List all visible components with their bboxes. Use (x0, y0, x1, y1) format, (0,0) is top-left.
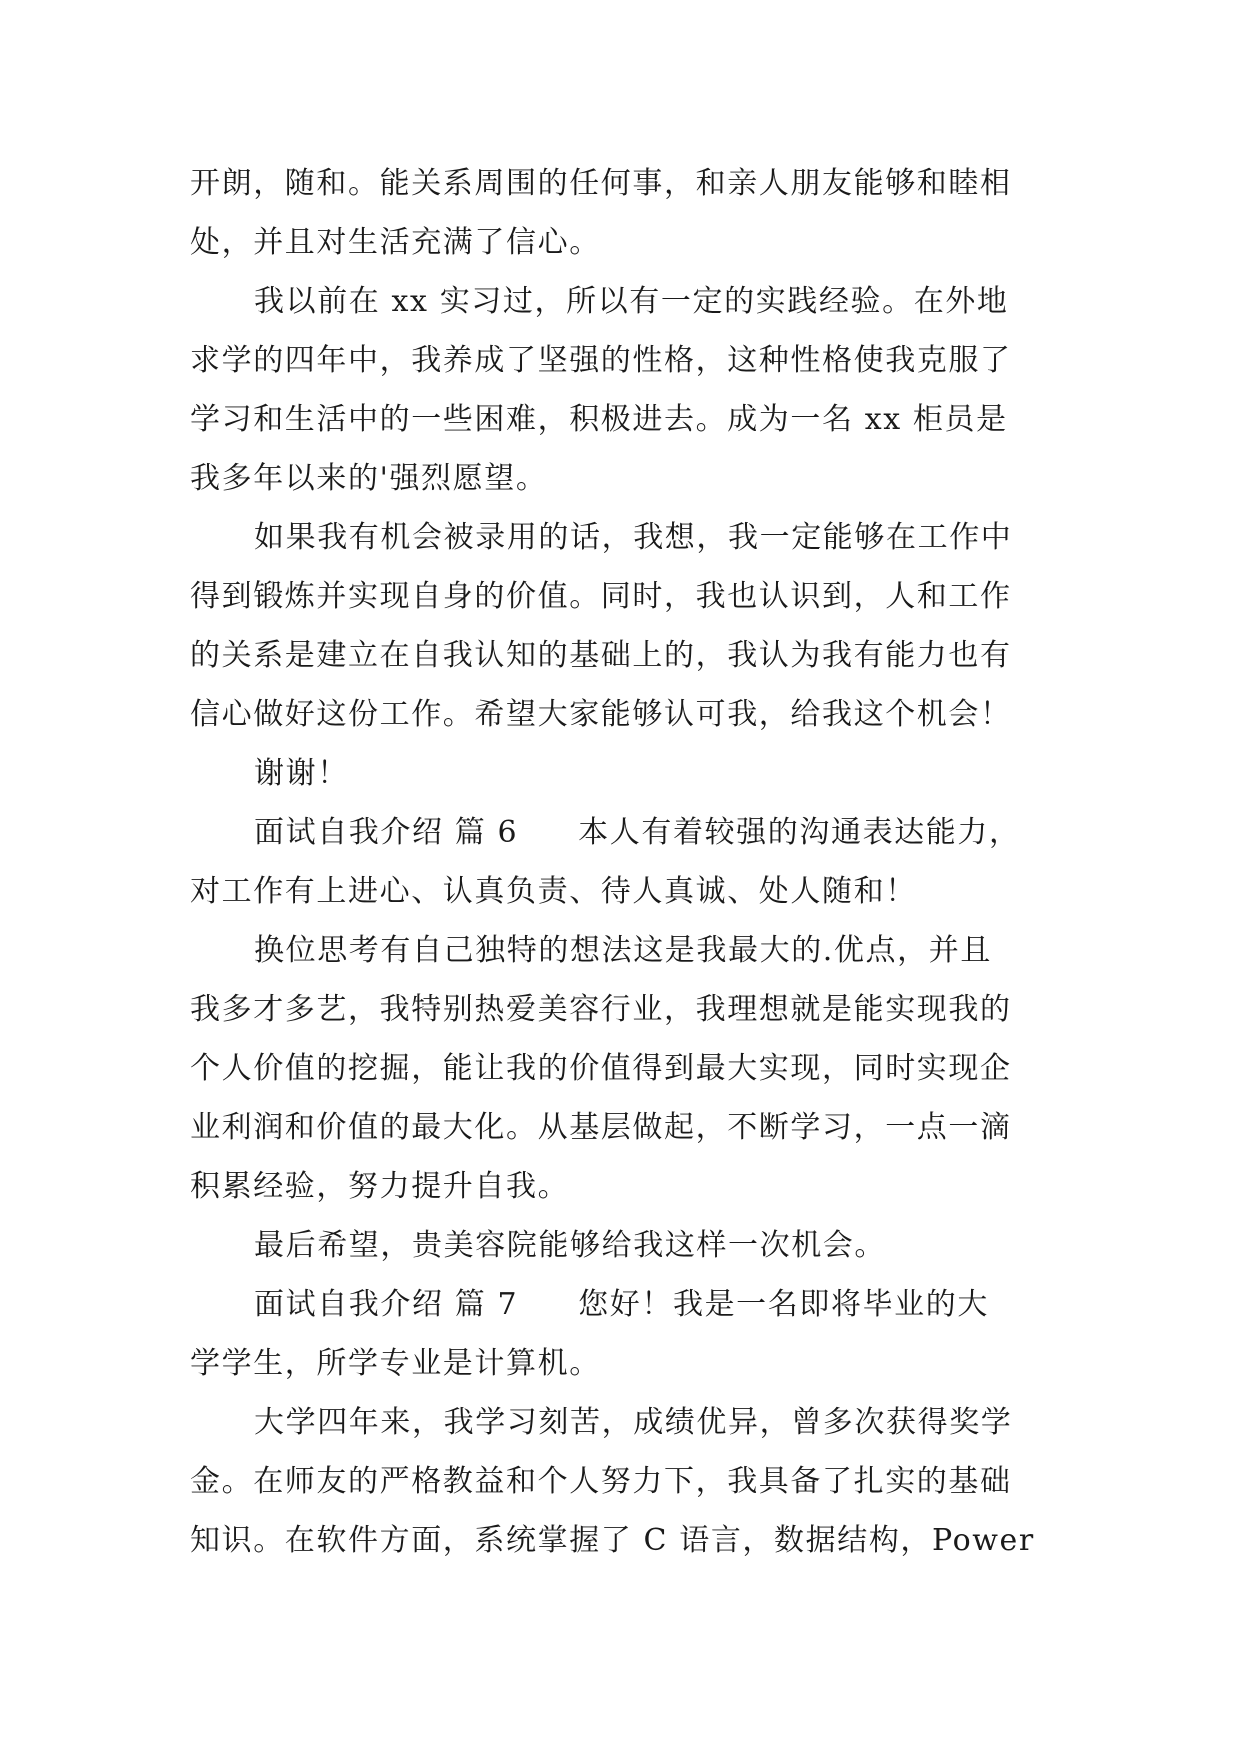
text-line: 信心做好这份工作。希望大家能够认可我，给我这个机会！ (190, 697, 1012, 732)
text-line: 我多年以来的'强烈愿望。 (190, 461, 548, 496)
text-line: 我多才多艺，我特别热爱美容行业，我理想就是能实现我的 (190, 992, 1012, 1027)
section-intro-text: 您好！我是一名即将毕业的大 (578, 1287, 989, 1322)
text-line: 处，并且对生活充满了信心。 (190, 225, 601, 260)
text-line: 换位思考有自己独特的想法这是我最大的.优点，并且 (254, 933, 992, 968)
document-body (190, 154, 1050, 1570)
paragraph-3 (190, 508, 1050, 744)
paragraph-9 (190, 1393, 1050, 1570)
section-intro-text: 本人有着较强的沟通表达能力， (578, 815, 1021, 850)
paragraph-1 (190, 154, 1050, 272)
text-line (190, 803, 1050, 862)
text-line: 业利润和价值的最大化。从基层做起，不断学习，一点一滴 (190, 1110, 1012, 1145)
text-line: 我以前在 xx 实习过，所以有一定的实践经验。在外地 (254, 284, 1009, 319)
text-line: 的关系是建立在自我认知的基础上的，我认为我有能力也有 (190, 638, 1012, 673)
section-heading: 面试自我介绍 篇 7 (254, 1287, 519, 1322)
section-heading: 面试自我介绍 篇 6 (254, 815, 519, 850)
paragraph-4 (190, 744, 1050, 803)
paragraph-2 (190, 272, 1050, 508)
paragraph-7 (190, 1216, 1050, 1275)
text-line: 个人价值的挖掘，能让我的价值得到最大实现，同时实现企 (190, 1051, 1012, 1086)
text-line: 谢谢！ (254, 756, 349, 791)
text-line: 金。在师友的严格教益和个人努力下，我具备了扎实的基础 (190, 1464, 1012, 1499)
text-line: 如果我有机会被录用的话，我想，我一定能够在工作中 (254, 520, 1013, 555)
text-line: 积累经验，努力提升自我。 (190, 1169, 570, 1204)
text-line: 学习和生活中的一些困难，积极进去。成为一名 xx 柜员是 (190, 402, 1008, 437)
text-line: 学学生，所学专业是计算机。 (190, 1346, 601, 1381)
text-line: 最后希望，贵美容院能够给我这样一次机会。 (254, 1228, 886, 1263)
section-7 (190, 1275, 1050, 1393)
paragraph-6 (190, 921, 1050, 1216)
text-line: 大学四年来，我学习刻苦，成绩优异，曾多次获得奖学 (254, 1405, 1013, 1440)
text-line: 得到锻炼并实现自身的价值。同时，我也认识到，人和工作 (190, 579, 1012, 614)
text-line: 对工作有上进心、认真负责、待人真诚、处人随和！ (190, 874, 917, 909)
text-line: 求学的四年中，我养成了坚强的性格，这种性格使我克服了 (190, 343, 1012, 378)
section-6 (190, 803, 1050, 921)
text-line (190, 1275, 1050, 1334)
text-line: 开朗，随和。能关系周围的任何事，和亲人朋友能够和睦相 (190, 166, 1012, 201)
text-line: 知识。在软件方面，系统掌握了 C 语言，数据结构，Power (190, 1523, 1035, 1558)
